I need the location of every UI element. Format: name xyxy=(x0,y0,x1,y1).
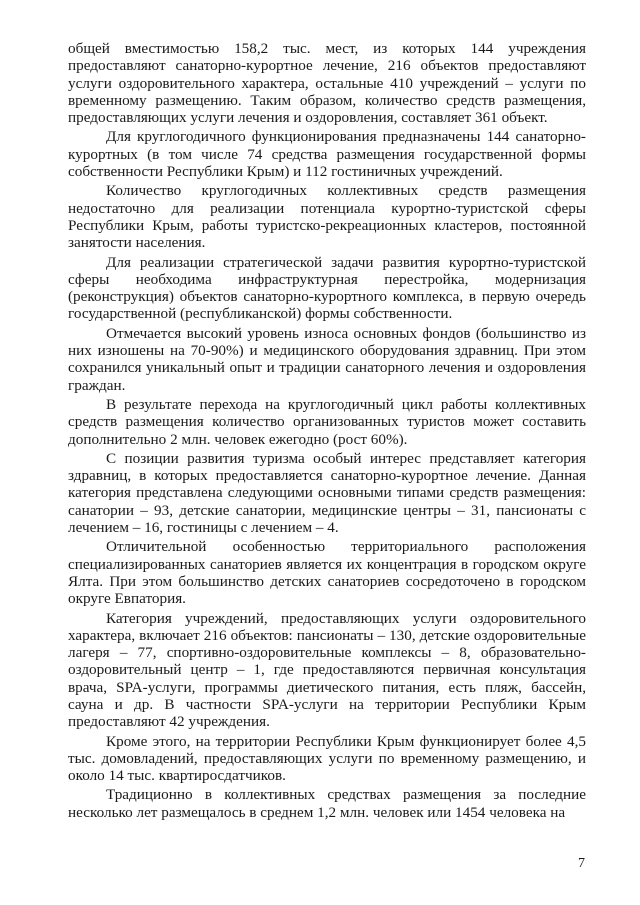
paragraph-9: Категория учреждений, предоставляющих услуги оздоровительного характера, включает 216 объектов: пансионаты – 130, детские оздоровительные лагеря – 77, спортивно-оздоровительные комплексы – 8, образовательно-оздоровительный центр – 1, где предоставляются первичная консультация врача, SPA-услуги, программы диетического питания, есть пляж, бассейн, сауна и др. В частности SPA-услуги на территории Республики Крым предоставляют 42 учреждения. xyxy=(68,609,586,731)
page-number: 7 xyxy=(578,856,585,871)
paragraph-8: Отличительной особенностью территориального расположения специализированных санаториев является их концентрация в городском округе Ялта. При этом большинство детских санаториев сосредоточено в городском округе Евпатория. xyxy=(68,538,586,608)
paragraph-6: В результате перехода на круглогодичный цикл работы коллективных средств размещения количество организованных туристов может составить дополнительно 2 млн. человек ежегодно (рост 60%). xyxy=(68,395,586,448)
paragraph-2: Для круглогодичного функционирования предназначены 144 санаторно-курортных (в том числе 74 средства размещения государственной формы собственности Республики Крым) и 112 гостиничных учреждений. xyxy=(68,128,586,181)
document-body xyxy=(68,40,586,823)
paragraph-5: Отмечается высокий уровень износа основных фондов (большинство из них изношены на 70-90%) и медицинского оборудования здравниц. При этом сохранился уникальный опыт и традиции санаторного лечения и оздоровления граждан. xyxy=(68,324,586,394)
paragraph-3: Количество круглогодичных коллективных средств размещения недостаточно для реализации потенциала курортно-туристской сферы Республики Крым, работы туристско-рекреационных кластеров, постоянной занятости населения. xyxy=(68,182,586,252)
paragraph-7: С позиции развития туризма особый интерес представляет категория здравниц, в которых предоставляется санаторно-курортное лечение. Данная категория представлена следующими основными типами средств размещения: санатории – 93, детские санатории, медицинские центры – 31, пансионаты с лечением – 16, гостиницы с лечением – 4. xyxy=(68,449,586,537)
paragraph-1: общей вместимостью 158,2 тыс. мест, из которых 144 учреждения предоставляют санаторно-курортное лечение, 216 объектов предоставляют услуги оздоровительного характера, остальные 410 учреждений – услуги по временному размещению. Таким образом, количество средств размещения, предоставляющих услуги лечения и оздоровления, составляет 361 объект. xyxy=(68,40,586,127)
paragraph-10: Кроме этого, на территории Республики Крым функционирует более 4,5 тыс. домовладений, предоставляющих услуги по временному размещению, и около 14 тыс. квартиросдатчиков. xyxy=(68,732,586,785)
paragraph-4: Для реализации стратегической задачи развития курортно-туристской сферы необходима инфраструктурная перестройка, модернизация (реконструкция) объектов санаторно-курортного комплекса, в первую очередь государственной (республиканской) формы собственности. xyxy=(68,253,586,323)
paragraph-11: Традиционно в коллективных средствах размещения за последние несколько лет размещалось в среднем 1,2 млн. человек или 1454 человека на xyxy=(68,786,586,821)
